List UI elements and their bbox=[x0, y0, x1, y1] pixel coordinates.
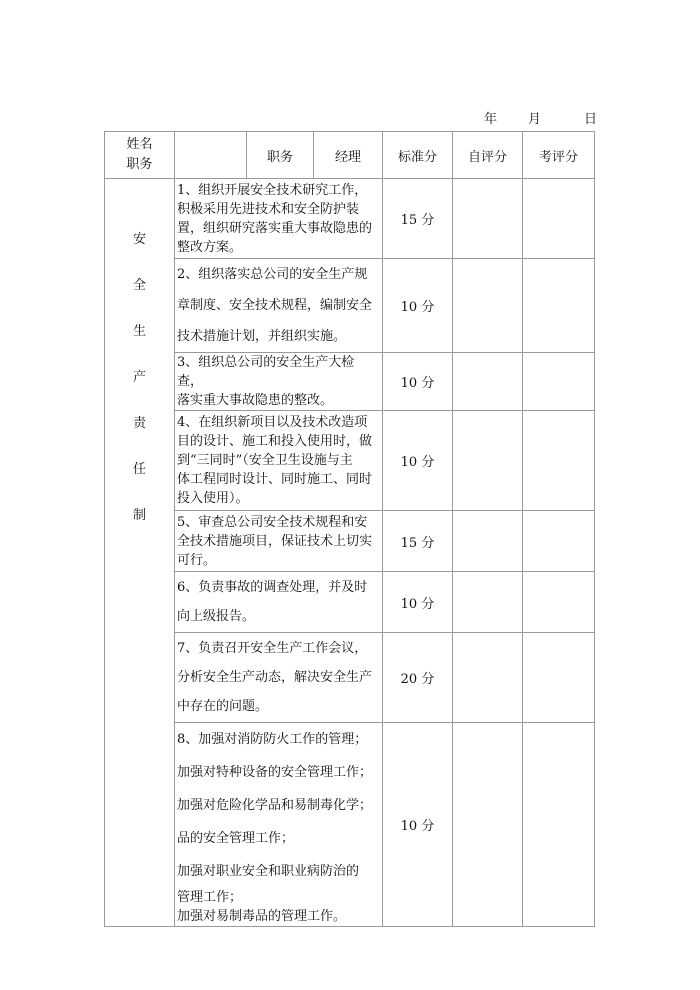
table-row bbox=[105, 511, 595, 572]
item-line: 管理工作； bbox=[177, 890, 243, 905]
self-score-input-3[interactable] bbox=[453, 353, 523, 411]
standard-score-6: 10 分 bbox=[383, 572, 453, 633]
date-month-label: 月 bbox=[528, 112, 542, 127]
standard-score-1: 15 分 bbox=[383, 179, 453, 259]
name-position-label-cell bbox=[105, 132, 175, 179]
table-row bbox=[105, 572, 595, 633]
self-score-input-8[interactable] bbox=[453, 723, 523, 927]
responsibility-item-7 bbox=[175, 633, 383, 723]
item-line: 中存在的问题。 bbox=[177, 699, 269, 714]
item-line: 加强对特种设备的安全管理工作； bbox=[177, 765, 373, 780]
self-score-input-5[interactable] bbox=[453, 511, 523, 572]
responsibility-item-2 bbox=[175, 259, 383, 353]
table-row bbox=[105, 723, 595, 927]
item-line: 投入使用）。 bbox=[177, 491, 249, 506]
eval-score-input-2[interactable] bbox=[523, 259, 595, 353]
item-line: 加强对职业安全和职业病防治的 bbox=[177, 864, 360, 879]
item-line: 7、负责召开安全生产工作会议， bbox=[177, 641, 368, 656]
table-row bbox=[105, 353, 595, 411]
eval-score-input-4[interactable] bbox=[523, 411, 595, 511]
responsibility-item-1 bbox=[175, 179, 383, 259]
eval-score-input-8[interactable] bbox=[523, 723, 595, 927]
date-year-label: 年 bbox=[484, 112, 498, 127]
name-label: 姓名 bbox=[126, 137, 153, 152]
standard-score-header: 标准分 bbox=[383, 132, 453, 179]
item-line: 8、加强对消防防火工作的管理； bbox=[177, 732, 368, 747]
table-row bbox=[105, 179, 595, 259]
responsibility-item-4 bbox=[175, 411, 383, 511]
section-label-char: 安 bbox=[132, 232, 146, 247]
self-score-input-6[interactable] bbox=[453, 572, 523, 633]
self-score-input-7[interactable] bbox=[453, 633, 523, 723]
item-line: 6、负责事故的调查处理，并及时 bbox=[177, 580, 368, 595]
self-score-input-1[interactable] bbox=[453, 179, 523, 259]
responsibility-assessment-table bbox=[104, 131, 595, 927]
item-line: 体工程同时设计、同时施工、同时 bbox=[177, 472, 373, 487]
table-row bbox=[105, 633, 595, 723]
item-line: 置，组织研究落实重大事故隐患的 bbox=[177, 220, 373, 236]
item-line: 2、组织落实总公司的安全生产规 bbox=[177, 267, 368, 282]
item-line: 加强对危险化学品和易制毒化学； bbox=[177, 798, 373, 813]
item-line: 整改方案。 bbox=[177, 239, 243, 255]
header-row bbox=[105, 132, 595, 179]
table-row bbox=[105, 259, 595, 353]
responsibility-item-3 bbox=[175, 353, 383, 411]
section-label-char: 任 bbox=[132, 462, 146, 477]
section-label-char: 全 bbox=[132, 278, 146, 293]
item-line: 分析安全生产动态，解决安全生产 bbox=[177, 670, 373, 685]
name-value-field[interactable] bbox=[175, 132, 247, 179]
section-label-char: 责 bbox=[132, 416, 146, 431]
item-line: 技术措施计划，并组织实施。 bbox=[177, 329, 347, 344]
eval-score-input-5[interactable] bbox=[523, 511, 595, 572]
item-line: 到“三同时”（安全卫生设施与主 bbox=[177, 453, 353, 468]
eval-score-input-6[interactable] bbox=[523, 572, 595, 633]
standard-score-7: 20 分 bbox=[383, 633, 453, 723]
eval-score-header: 考评分 bbox=[523, 132, 595, 179]
item-line: 目的设计、施工和投入使用时，做 bbox=[177, 434, 373, 449]
self-score-input-2[interactable] bbox=[453, 259, 523, 353]
responsibility-item-6 bbox=[175, 572, 383, 633]
responsibility-item-5 bbox=[175, 511, 383, 572]
self-score-header: 自评分 bbox=[453, 132, 523, 179]
standard-score-5: 15 分 bbox=[383, 511, 453, 572]
standard-score-8: 10 分 bbox=[383, 723, 453, 927]
eval-score-input-7[interactable] bbox=[523, 633, 595, 723]
self-score-input-4[interactable] bbox=[453, 411, 523, 511]
eval-score-input-1[interactable] bbox=[523, 179, 595, 259]
item-line: 向上级报告。 bbox=[177, 609, 256, 624]
standard-score-2: 10 分 bbox=[383, 259, 453, 353]
item-line: 1、组织开展安全技术研究工作， bbox=[177, 182, 368, 198]
position-value: 经理 bbox=[314, 132, 383, 179]
date-line bbox=[470, 108, 610, 128]
section-label-char: 生 bbox=[132, 324, 146, 339]
item-line: 加强对易制毒品的管理工作。 bbox=[177, 909, 347, 924]
item-line: 章制度、安全技术规程，编制安全 bbox=[177, 298, 373, 313]
item-line: 落实重大事故隐患的整改。 bbox=[177, 393, 334, 408]
item-line: 3、组织总公司的安全生产大检查， bbox=[177, 355, 355, 389]
section-label-char: 产 bbox=[132, 370, 146, 385]
item-line: 5、审查总公司安全技术规程和安 bbox=[177, 514, 368, 530]
section-label-cell bbox=[105, 179, 175, 927]
item-line: 品的安全管理工作； bbox=[177, 831, 295, 846]
table-row bbox=[105, 411, 595, 511]
position-label: 职务 bbox=[247, 132, 314, 179]
responsibility-item-8 bbox=[175, 723, 383, 927]
item-line: 积极采用先进技术和安全防护装 bbox=[177, 201, 360, 217]
item-line: 可行。 bbox=[177, 552, 217, 568]
eval-score-input-3[interactable] bbox=[523, 353, 595, 411]
item-line: 4、在组织新项目以及技术改造项 bbox=[177, 415, 368, 430]
position-label-secondary: 职务 bbox=[126, 157, 153, 172]
section-label-char: 制 bbox=[132, 508, 146, 523]
date-day-label: 日 bbox=[584, 112, 598, 127]
standard-score-3: 10 分 bbox=[383, 353, 453, 411]
item-line: 全技术措施项目，保证技术上切实 bbox=[177, 533, 373, 549]
standard-score-4: 10 分 bbox=[383, 411, 453, 511]
